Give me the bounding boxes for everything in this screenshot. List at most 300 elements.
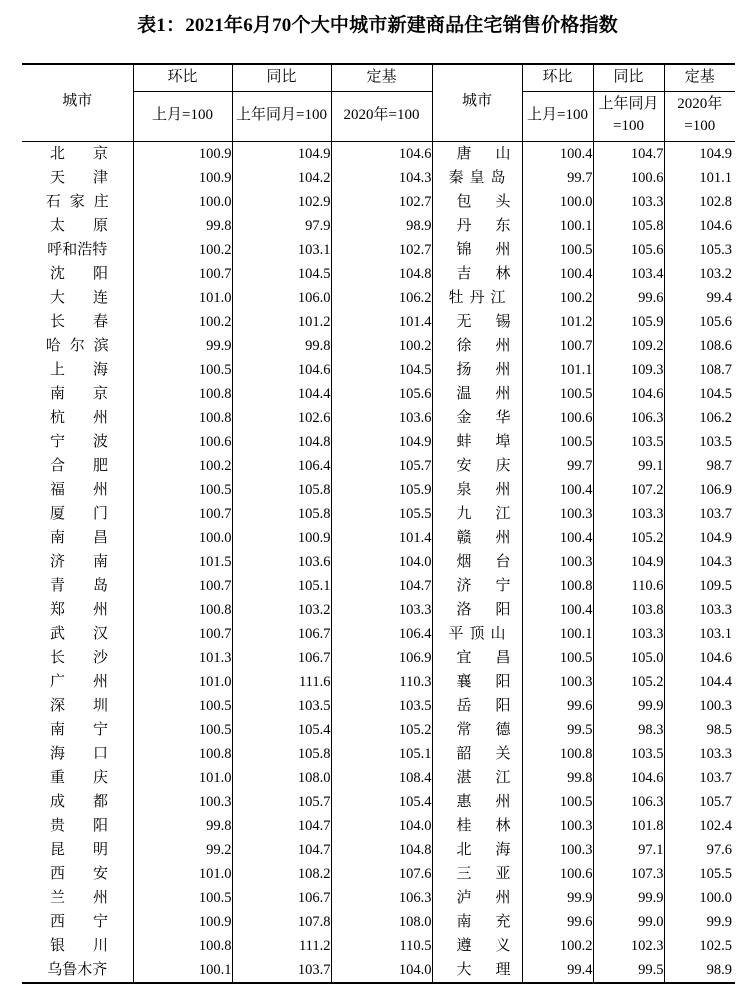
cell-base-left: 106.9 [331,646,432,670]
cell-mom-left: 100.1 [133,958,232,983]
cell-yoy-left: 106.7 [232,886,331,910]
cell-base-left: 110.3 [331,670,432,694]
cell-mom-right: 100.8 [522,742,593,766]
table-row [22,406,735,430]
cell-base-right: 98.7 [706,457,732,474]
cell-city-right: 吉林 [432,262,522,286]
cell-yoy-left: 103.7 [232,958,331,983]
cell-city-left: 济南 [22,550,133,574]
cell-mom-left: 100.7 [133,574,232,598]
cell-mom-left: 101.5 [133,550,232,574]
cell-base-right: 105.7 [699,793,732,810]
cell-city-left: 呼和浩特 [22,238,133,262]
cell-base-right: 101.1 [699,169,732,186]
cell-base-left: 102.7 [331,190,432,214]
cell-mom-left: 100.0 [133,190,232,214]
cell-mom-left: 100.8 [133,406,232,430]
cell-city-right: 徐州 [432,334,522,358]
cell-base-right: 100.3 [699,697,732,714]
table-row [22,502,735,526]
cell-mom-left: 100.5 [133,718,232,742]
cell-yoy-right: 106.3 [593,406,664,430]
cell-mom-left: 100.8 [133,598,232,622]
cell-yoy-left: 105.4 [232,718,331,742]
header-city-right: 城市 [432,65,522,142]
cell-base-left: 106.3 [331,886,432,910]
cell-base-right: 106.2 [699,409,732,426]
cell-base-left: 107.6 [331,862,432,886]
cell-yoy-right: 104.6 [593,766,664,790]
cell-mom-right: 100.7 [522,334,593,358]
cell-mom-left: 99.2 [133,838,232,862]
cell-yoy-right: 107.3 [593,862,664,886]
table-row [22,790,735,814]
cell-city-left: 郑州 [22,598,133,622]
cell-base-right: 103.5 [699,433,732,450]
cell-city-right: 韶关 [432,742,522,766]
cell-yoy-left: 102.9 [232,190,331,214]
cell-city-left: 南昌 [22,526,133,550]
cell-yoy-left: 106.0 [232,286,331,310]
cell-yoy-right: 103.3 [593,502,664,526]
cell-base-left: 105.6 [331,382,432,406]
cell-city-left: 昆明 [22,838,133,862]
table-row [22,262,735,286]
cell-base-left: 104.8 [331,262,432,286]
table-row [22,526,735,550]
cell-base-right: 98.5 [706,721,732,738]
table-row [22,694,735,718]
cell-base-left: 106.4 [331,622,432,646]
table-row [22,382,735,406]
cell-mom-right: 100.3 [522,502,593,526]
cell-mom-right: 100.4 [522,526,593,550]
cell-base-left: 103.5 [331,694,432,718]
cell-base-right: 99.9 [706,913,732,930]
cell-city-right: 惠州 [432,790,522,814]
cell-yoy-right: 99.9 [593,886,664,910]
cell-city-left: 宁波 [22,430,133,454]
cell-base-right: 104.6 [699,649,732,666]
cell-yoy-left: 105.1 [232,574,331,598]
cell-base-left: 100.2 [331,334,432,358]
cell-yoy-left: 105.8 [232,742,331,766]
cell-mom-right: 99.4 [522,958,593,983]
cell-city-left: 厦门 [22,502,133,526]
cell-base-left: 104.6 [331,141,432,166]
header-sub-base-left: 2020年=100 [331,92,432,142]
cell-mom-right: 100.6 [522,406,593,430]
cell-base-left: 104.9 [331,430,432,454]
cell-yoy-left: 101.2 [232,310,331,334]
cell-city-right: 无锡 [432,310,522,334]
table-row [22,910,735,934]
cell-yoy-right: 105.2 [593,526,664,550]
header-group-yoy-left: 同比 [232,65,331,92]
cell-mom-left: 100.5 [133,478,232,502]
cell-yoy-right: 102.3 [593,934,664,958]
cell-mom-right: 100.3 [522,838,593,862]
cell-base-left: 104.0 [331,814,432,838]
cell-base-left: 105.4 [331,790,432,814]
header-sub-base-right: 2020年=100 [664,92,735,142]
cell-city-left: 西安 [22,862,133,886]
cell-yoy-right: 104.7 [593,141,664,166]
cell-yoy-left: 105.8 [232,478,331,502]
cell-base-right: 105.6 [699,313,732,330]
cell-city-left: 银川 [22,934,133,958]
cell-yoy-left: 106.4 [232,454,331,478]
cell-mom-left: 100.9 [133,166,232,190]
cell-city-right: 湛江 [432,766,522,790]
cell-mom-right: 101.1 [522,358,593,382]
table-body [22,141,735,983]
cell-yoy-right: 101.8 [593,814,664,838]
cell-city-right: 安庆 [432,454,522,478]
cell-base-right: 104.5 [699,385,732,402]
cell-yoy-right: 103.4 [593,262,664,286]
header-group-mom-left: 环比 [133,65,232,92]
cell-mom-right: 100.3 [522,814,593,838]
cell-yoy-left: 102.6 [232,406,331,430]
header-group-base-left: 定基 [331,65,432,92]
cell-mom-left: 101.0 [133,286,232,310]
cell-mom-right: 100.1 [522,622,593,646]
table-row [22,334,735,358]
cell-city-left: 深圳 [22,694,133,718]
cell-yoy-right: 104.9 [593,550,664,574]
cell-city-left: 沈阳 [22,262,133,286]
cell-mom-left: 100.5 [133,886,232,910]
cell-city-left: 长春 [22,310,133,334]
cell-yoy-left: 99.8 [232,334,331,358]
cell-mom-right: 100.6 [522,862,593,886]
cell-yoy-left: 108.0 [232,766,331,790]
cell-yoy-left: 105.7 [232,790,331,814]
cell-yoy-left: 104.9 [232,141,331,166]
cell-mom-right: 100.5 [522,646,593,670]
cell-city-right: 宜昌 [432,646,522,670]
cell-base-right: 103.1 [699,625,732,642]
cell-yoy-left: 103.6 [232,550,331,574]
cell-city-right: 泸州 [432,886,522,910]
cell-mom-right: 101.2 [522,310,593,334]
cell-base-left: 104.5 [331,358,432,382]
cell-yoy-right: 105.0 [593,646,664,670]
cell-yoy-right: 109.2 [593,334,664,358]
cell-city-left: 重庆 [22,766,133,790]
cell-city-right: 烟台 [432,550,522,574]
cell-city-left: 合肥 [22,454,133,478]
cell-mom-left: 100.9 [133,141,232,166]
cell-mom-left: 100.3 [133,790,232,814]
cell-base-right: 104.6 [699,217,732,234]
cell-mom-left: 100.5 [133,694,232,718]
cell-city-left: 北京 [22,141,133,166]
cell-city-left: 西宁 [22,910,133,934]
cell-city-left: 南宁 [22,718,133,742]
cell-city-right: 大理 [432,958,522,983]
cell-base-left: 105.7 [331,454,432,478]
cell-base-left: 98.9 [331,214,432,238]
cell-yoy-right: 97.1 [593,838,664,862]
cell-mom-left: 101.3 [133,646,232,670]
table-row [22,814,735,838]
cell-base-left: 104.7 [331,574,432,598]
table-row [22,742,735,766]
cell-mom-left: 99.8 [133,214,232,238]
table-row [22,766,735,790]
header-group-mom-right: 环比 [522,65,593,92]
cell-city-right: 平顶山 [432,622,522,646]
header-row-group [22,65,735,92]
header-sub-mom-left: 上月=100 [133,92,232,142]
cell-base-right: 106.9 [699,481,732,498]
cell-yoy-right: 107.2 [593,478,664,502]
cell-base-left: 104.0 [331,958,432,983]
cell-mom-right: 100.3 [522,550,593,574]
cell-base-right: 102.4 [699,817,732,834]
cell-mom-left: 100.2 [133,454,232,478]
cell-city-left: 海口 [22,742,133,766]
cell-city-right: 襄阳 [432,670,522,694]
cell-city-left: 天津 [22,166,133,190]
cell-city-left: 广州 [22,670,133,694]
cell-yoy-left: 106.7 [232,646,331,670]
cell-base-right: 100.0 [699,889,732,906]
cell-mom-right: 100.5 [522,430,593,454]
cell-city-right: 包头 [432,190,522,214]
cell-yoy-left: 104.2 [232,166,331,190]
cell-base-left: 101.4 [331,526,432,550]
table-header [22,64,735,142]
cell-city-right: 九江 [432,502,522,526]
cell-yoy-left: 103.2 [232,598,331,622]
cell-yoy-right: 103.3 [593,190,664,214]
table-row [22,958,735,983]
table-row [22,574,735,598]
cell-base-right: 103.3 [699,745,732,762]
cell-yoy-left: 104.4 [232,382,331,406]
table-row [22,358,735,382]
table-row [22,454,735,478]
cell-city-left: 南京 [22,382,133,406]
cell-city-left: 青岛 [22,574,133,598]
cell-mom-left: 99.9 [133,334,232,358]
cell-base-left: 101.4 [331,310,432,334]
cell-yoy-right: 103.5 [593,430,664,454]
cell-mom-left: 100.8 [133,934,232,958]
cell-base-right: 105.3 [699,241,732,258]
cell-mom-left: 100.8 [133,742,232,766]
cell-city-right: 常德 [432,718,522,742]
cell-mom-right: 100.3 [522,670,593,694]
price-index-table [22,63,735,984]
cell-base-right: 102.5 [699,937,732,954]
cell-city-right: 锦州 [432,238,522,262]
table-row [22,934,735,958]
cell-base-right: 98.9 [706,961,732,978]
cell-city-right: 丹东 [432,214,522,238]
cell-mom-right: 99.5 [522,718,593,742]
cell-city-left: 大连 [22,286,133,310]
cell-city-right: 南充 [432,910,522,934]
cell-city-right: 岳阳 [432,694,522,718]
cell-yoy-right: 98.3 [593,718,664,742]
cell-city-right: 洛阳 [432,598,522,622]
cell-city-right: 蚌埠 [432,430,522,454]
cell-base-left: 106.2 [331,286,432,310]
cell-mom-left: 100.2 [133,238,232,262]
cell-yoy-left: 105.8 [232,502,331,526]
cell-base-left: 104.0 [331,550,432,574]
cell-city-right: 遵义 [432,934,522,958]
cell-city-right: 温州 [432,382,522,406]
table-row [22,238,735,262]
header-city-left: 城市 [22,65,133,142]
cell-mom-right: 100.0 [522,190,593,214]
cell-mom-left: 101.0 [133,670,232,694]
cell-base-right: 104.9 [699,145,732,162]
cell-mom-right: 99.6 [522,694,593,718]
cell-base-left: 105.2 [331,718,432,742]
cell-yoy-right: 110.6 [593,574,664,598]
cell-yoy-left: 108.2 [232,862,331,886]
table-row [22,670,735,694]
cell-base-left: 110.5 [331,934,432,958]
header-sub-mom-right: 上月=100 [522,92,593,142]
cell-city-left: 哈尔滨 [22,334,133,358]
cell-city-left: 石家庄 [22,190,133,214]
cell-city-right: 赣州 [432,526,522,550]
cell-base-right: 108.7 [699,361,732,378]
cell-mom-left: 100.7 [133,622,232,646]
cell-mom-left: 100.7 [133,502,232,526]
cell-mom-right: 99.8 [522,766,593,790]
cell-base-right: 102.8 [699,193,732,210]
cell-city-right: 金华 [432,406,522,430]
table-row [22,166,735,190]
cell-mom-left: 101.0 [133,862,232,886]
cell-city-right: 北海 [432,838,522,862]
cell-yoy-left: 103.1 [232,238,331,262]
cell-city-left: 乌鲁木齐 [22,958,133,983]
cell-mom-left: 100.2 [133,310,232,334]
cell-yoy-left: 104.6 [232,358,331,382]
cell-base-right: 99.4 [706,289,732,306]
cell-city-right: 牡丹江 [432,286,522,310]
cell-yoy-right: 105.6 [593,238,664,262]
table-container [0,63,755,984]
cell-city-right: 桂林 [432,814,522,838]
cell-city-left: 太原 [22,214,133,238]
cell-base-left: 102.7 [331,238,432,262]
cell-yoy-right: 105.2 [593,670,664,694]
cell-base-left: 104.8 [331,838,432,862]
cell-yoy-right: 105.9 [593,310,664,334]
cell-mom-right: 100.5 [522,238,593,262]
cell-mom-right: 100.4 [522,598,593,622]
cell-yoy-left: 106.7 [232,622,331,646]
cell-city-left: 长沙 [22,646,133,670]
cell-city-left: 贵阳 [22,814,133,838]
cell-city-left: 上海 [22,358,133,382]
cell-yoy-right: 106.3 [593,790,664,814]
cell-city-left: 兰州 [22,886,133,910]
cell-yoy-left: 104.8 [232,430,331,454]
cell-city-left: 福州 [22,478,133,502]
cell-city-right: 济宁 [432,574,522,598]
cell-mom-right: 100.5 [522,382,593,406]
cell-city-right: 扬州 [432,358,522,382]
table-row [22,622,735,646]
cell-yoy-right: 100.6 [593,166,664,190]
cell-yoy-left: 104.7 [232,838,331,862]
cell-base-left: 103.6 [331,406,432,430]
cell-mom-right: 99.7 [522,454,593,478]
header-sub-yoy-left: 上年同月=100 [232,92,331,142]
cell-mom-left: 100.9 [133,910,232,934]
cell-mom-left: 100.0 [133,526,232,550]
cell-base-right: 103.3 [699,601,732,618]
table-row [22,310,735,334]
cell-mom-left: 100.6 [133,430,232,454]
cell-mom-right: 100.5 [522,790,593,814]
table-row [22,214,735,238]
cell-yoy-left: 97.9 [232,214,331,238]
cell-yoy-right: 99.1 [593,454,664,478]
cell-base-right: 103.7 [699,769,732,786]
cell-mom-right: 100.4 [522,262,593,286]
cell-yoy-left: 104.7 [232,814,331,838]
cell-base-left: 103.3 [331,598,432,622]
cell-yoy-left: 104.5 [232,262,331,286]
cell-mom-right: 99.9 [522,886,593,910]
header-sub-yoy-right: 上年同月=100 [593,92,664,142]
cell-base-right: 108.6 [699,337,732,354]
cell-yoy-right: 103.8 [593,598,664,622]
cell-yoy-right: 103.3 [593,622,664,646]
cell-mom-right: 99.6 [522,910,593,934]
table-row [22,478,735,502]
cell-yoy-left: 100.9 [232,526,331,550]
cell-yoy-right: 103.5 [593,742,664,766]
cell-yoy-right: 99.0 [593,910,664,934]
table-row [22,430,735,454]
cell-base-right: 104.3 [699,553,732,570]
cell-base-left: 108.4 [331,766,432,790]
table-row [22,286,735,310]
cell-yoy-right: 105.8 [593,214,664,238]
cell-city-right: 三亚 [432,862,522,886]
cell-base-right: 104.9 [699,529,732,546]
page-title: 表1：2021年6月70个大中城市新建商品住宅销售价格指数 [137,15,618,36]
table-row [22,190,735,214]
table-row [22,646,735,670]
cell-yoy-right: 99.5 [593,958,664,983]
cell-base-right: 103.7 [699,505,732,522]
cell-yoy-right: 109.3 [593,358,664,382]
cell-yoy-left: 103.5 [232,694,331,718]
cell-mom-right: 100.1 [522,214,593,238]
cell-base-right: 109.5 [699,577,732,594]
cell-mom-right: 100.8 [522,574,593,598]
cell-mom-left: 99.8 [133,814,232,838]
cell-yoy-right: 104.6 [593,382,664,406]
cell-mom-right: 100.4 [522,141,593,166]
cell-base-left: 105.1 [331,742,432,766]
table-row [22,838,735,862]
